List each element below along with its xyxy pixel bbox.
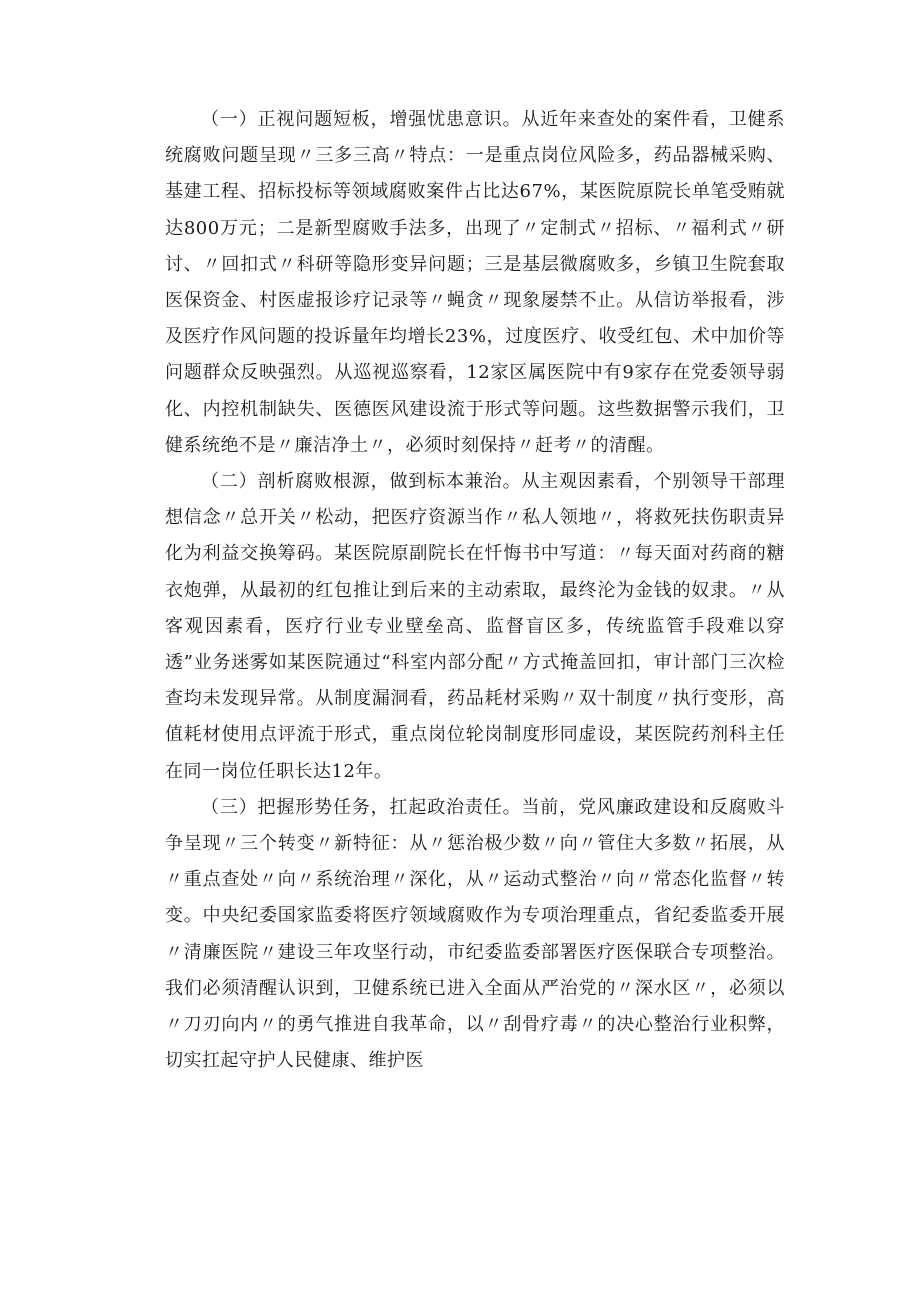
paragraph-1: （一）正视问题短板，增强忧患意识。从近年来查处的案件看，卫健系统腐败问题呈现〃三多三高〃特点：一是重点岗位风险多，药品器械采购、基建工程、招标投标等领域腐败案件占比达67%，某医院原院长单笔受贿就达800万元；二是新型腐败手法多，出现了〃定制式〃招标、〃福利式〃研讨、〃回扣式〃科研等隐形变异问题；三是基层微腐败多，乡镇卫生院套取医保资金、村医虚报诊疗记录等〃蝇贪〃现象屡禁不止。从信访举报看，涉及医疗作风问题的投诉量年均增长23%，过度医疗、收受红包、术中加价等问题群众反映强烈。从巡视巡察看，12家区属医院中有9家存在党委领导弱化、内控机制缺失、医德医风建设流于形式等问题。这些数据警示我们，卫健系统绝不是〃廉洁净土〃，必须时刻保持〃赶考〃的清醒。 <box>165 109 785 456</box>
document-body <box>165 102 785 1079</box>
paragraph-2: （二）剖析腐败根源，做到标本兼治。从主观因素看，个别领导干部理想信念〃总开关〃松动，把医疗资源当作〃私人领地〃，将救死扶伤职责异化为利益交换筹码。某医院原副院长在忏悔书中写道：〃每天面对药商的糖衣炮弹，从最初的红包推让到后来的主动索取，最终沦为金钱的奴隶。〃从客观因素看，医疗行业专业壁垒高、监督盲区多，传统监管手段难以穿透”业务迷雾如某医院通过“科室内部分配〃方式掩盖回扣，审计部门三次检查均未发现异常。从制度漏洞看，药品耗材采购〃双十制度〃执行变形，高值耗材使用点评流于形式，重点岗位轮岗制度形同虚设，某医院药剂科主任在同一岗位任职长达12年。 <box>165 471 785 782</box>
paragraph-3: （三）把握形势任务，扛起政治责任。当前，党风廉政建设和反腐败斗争呈现〃三个转变〃新特征：从〃惩治极少数〃向〃管住大多数〃拓展，从〃重点查处〃向〃系统治理〃深化，从〃运动式整治〃向〃常态化监督〃转变。中央纪委国家监委将医疗领域腐败作为专项治理重点，省纪委监委开展〃清廉医院〃建设三年攻坚行动，市纪委监委部署医疗医保联合专项整治。我们必须清醒认识到，卫健系统已进入全面从严治党的〃深水区〃，必须以〃刀刃向内〃的勇气推进自我革命，以〃刮骨疗毒〃的决心整治行业积弊，切实扛起守护人民健康、维护医 <box>165 796 785 1072</box>
